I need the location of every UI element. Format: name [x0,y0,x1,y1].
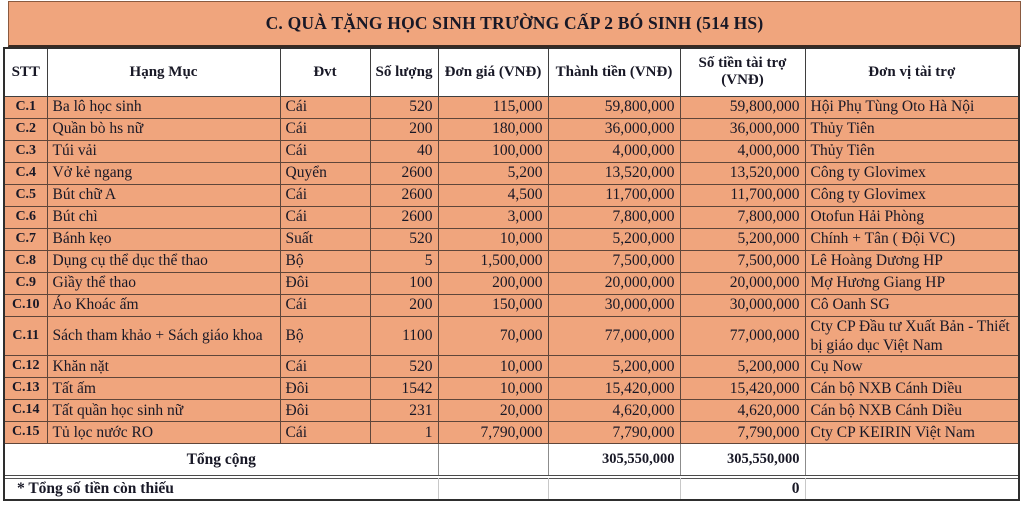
unit-price-cell: 150,000 [438,294,548,316]
unit-cell: Cái [280,96,370,118]
table-header [4,48,1019,96]
quantity-cell: 520 [370,228,438,250]
amount-cell: 59,800,000 [548,96,680,118]
col-header-unit-price: Đơn giá (VNĐ) [438,48,548,96]
shortfall-empty-sponsor [805,479,1019,500]
unit-cell: Bộ [280,316,370,356]
sponsor-cell: Cụ Now [805,356,1019,378]
total-row [4,444,1019,476]
unit-cell: Đôi [280,272,370,294]
sponsor-amount-cell: 30,000,000 [680,294,805,316]
sponsor-cell: Chính + Tân ( Đội VC) [805,228,1019,250]
sponsor-cell: Cty CP Đầu tư Xuất Bản - Thiết bị giáo dục Việt Nam [805,316,1019,356]
unit-price-cell: 115,000 [438,96,548,118]
item-cell: Quần bò hs nữ [47,118,280,140]
quantity-cell: 100 [370,272,438,294]
unit-cell: Cái [280,422,370,444]
table-row [4,422,1019,444]
quantity-cell: 1100 [370,316,438,356]
total-empty-unit-price [438,444,548,476]
table-row [4,250,1019,272]
stt-cell: C.3 [4,140,47,162]
quantity-cell: 2600 [370,206,438,228]
table-row [4,400,1019,422]
item-cell: Bút chì [47,206,280,228]
table-body [4,96,1019,444]
amount-cell: 36,000,000 [548,118,680,140]
col-header-sponsor-amount: Số tiền tài trợ (VNĐ) [680,48,805,96]
col-header-quantity: Số lượng [370,48,438,96]
sponsor-amount-cell: 4,620,000 [680,400,805,422]
quantity-cell: 520 [370,96,438,118]
shortfall-row [4,479,1019,500]
amount-cell: 7,790,000 [548,422,680,444]
sponsor-cell: Otofun Hải Phòng [805,206,1019,228]
unit-cell: Cái [280,140,370,162]
unit-cell: Cái [280,118,370,140]
unit-price-cell: 10,000 [438,356,548,378]
stt-cell: C.11 [4,316,47,356]
sponsor-cell: Lê Hoàng Dương HP [805,250,1019,272]
total-sponsor-amount: 305,550,000 [680,444,805,476]
unit-price-cell: 3,000 [438,206,548,228]
table-row [4,228,1019,250]
table-title-bar [8,1,1021,47]
table-row [4,378,1019,400]
sponsor-amount-cell: 4,000,000 [680,140,805,162]
sponsor-cell: Thủy Tiên [805,118,1019,140]
col-header-sponsor: Đơn vị tài trợ [805,48,1019,96]
sponsor-amount-cell: 13,520,000 [680,162,805,184]
sponsor-amount-cell: 7,800,000 [680,206,805,228]
sponsor-amount-cell: 15,420,000 [680,378,805,400]
unit-price-cell: 100,000 [438,140,548,162]
sponsor-cell: Cô Oanh SG [805,294,1019,316]
item-cell: Tất ấm [47,378,280,400]
sponsor-amount-cell: 59,800,000 [680,96,805,118]
sponsor-cell: Hội Phụ Tùng Oto Hà Nội [805,96,1019,118]
total-label: Tổng cộng [4,444,438,476]
header-row [4,48,1019,96]
spreadsheet-region [3,1,1021,501]
quantity-cell: 231 [370,400,438,422]
unit-price-cell: 180,000 [438,118,548,140]
amount-cell: 5,200,000 [548,228,680,250]
stt-cell: C.2 [4,118,47,140]
quantity-cell: 200 [370,118,438,140]
shortfall-empty-unit-price [438,479,548,500]
table-row [4,118,1019,140]
unit-price-cell: 20,000 [438,400,548,422]
col-header-amount: Thành tiền (VNĐ) [548,48,680,96]
item-cell: Bánh kẹo [47,228,280,250]
amount-cell: 15,420,000 [548,378,680,400]
unit-price-cell: 1,500,000 [438,250,548,272]
stt-cell: C.14 [4,400,47,422]
stt-cell: C.8 [4,250,47,272]
amount-cell: 20,000,000 [548,272,680,294]
amount-cell: 11,700,000 [548,184,680,206]
unit-cell: Đôi [280,400,370,422]
item-cell: Túi vải [47,140,280,162]
unit-price-cell: 10,000 [438,228,548,250]
item-cell: Sách tham khảo + Sách giáo khoa [47,316,280,356]
unit-cell: Đôi [280,378,370,400]
item-cell: Dụng cụ thể dục thể thao [47,250,280,272]
table-row [4,184,1019,206]
shortfall-empty-amount [548,479,680,500]
table-row [4,140,1019,162]
total-empty-sponsor [805,444,1019,476]
unit-price-cell: 200,000 [438,272,548,294]
unit-cell: Bộ [280,250,370,272]
quantity-cell: 200 [370,294,438,316]
col-header-item: Hạng Mục [47,48,280,96]
item-cell: Ba lô học sinh [47,96,280,118]
amount-cell: 7,500,000 [548,250,680,272]
quantity-cell: 40 [370,140,438,162]
unit-price-cell: 7,790,000 [438,422,548,444]
table-row [4,316,1019,356]
unit-price-cell: 4,500 [438,184,548,206]
table-row [4,206,1019,228]
quantity-cell: 2600 [370,184,438,206]
item-cell: Tủ lọc nước RO [47,422,280,444]
sponsor-amount-cell: 77,000,000 [680,316,805,356]
unit-cell: Cái [280,206,370,228]
quantity-cell: 5 [370,250,438,272]
table-row [4,162,1019,184]
stt-cell: C.9 [4,272,47,294]
item-cell: Giầy thể thao [47,272,280,294]
sponsor-cell: Công ty Glovimex [805,184,1019,206]
sponsor-amount-cell: 7,500,000 [680,250,805,272]
item-cell: Tất quần học sinh nữ [47,400,280,422]
sponsor-cell: Mợ Hương Giang HP [805,272,1019,294]
amount-cell: 13,520,000 [548,162,680,184]
sponsor-amount-cell: 7,790,000 [680,422,805,444]
stt-cell: C.6 [4,206,47,228]
table-title: C. QUÀ TẶNG HỌC SINH TRƯỜNG CẤP 2 BÓ SINH (514 HS) [265,13,764,33]
unit-price-cell: 70,000 [438,316,548,356]
quantity-cell: 1 [370,422,438,444]
item-cell: Áo Khoác ấm [47,294,280,316]
table-row [4,356,1019,378]
shortfall-label: * Tổng số tiền còn thiếu [4,479,438,500]
stt-cell: C.10 [4,294,47,316]
amount-cell: 5,200,000 [548,356,680,378]
unit-cell: Suất [280,228,370,250]
total-amount: 305,550,000 [548,444,680,476]
unit-price-cell: 5,200 [438,162,548,184]
table-row [4,294,1019,316]
stt-cell: C.1 [4,96,47,118]
unit-cell: Cái [280,356,370,378]
quantity-cell: 2600 [370,162,438,184]
sponsor-amount-cell: 20,000,000 [680,272,805,294]
sponsor-cell: Cty CP KEIRIN Việt Nam [805,422,1019,444]
amount-cell: 30,000,000 [548,294,680,316]
sponsor-cell: Cán bộ NXB Cánh Diều [805,400,1019,422]
table-row [4,96,1019,118]
amount-cell: 77,000,000 [548,316,680,356]
unit-price-cell: 10,000 [438,378,548,400]
sponsor-amount-cell: 5,200,000 [680,228,805,250]
sponsor-amount-cell: 11,700,000 [680,184,805,206]
quantity-cell: 520 [370,356,438,378]
gift-table [3,47,1020,501]
amount-cell: 7,800,000 [548,206,680,228]
stt-cell: C.7 [4,228,47,250]
item-cell: Vở kẻ ngang [47,162,280,184]
sponsor-cell: Thủy Tiên [805,140,1019,162]
shortfall-value: 0 [680,479,805,500]
col-header-unit: Đvt [280,48,370,96]
stt-cell: C.4 [4,162,47,184]
stt-cell: C.12 [4,356,47,378]
item-cell: Khăn nặt [47,356,280,378]
sponsor-cell: Công ty Glovimex [805,162,1019,184]
quantity-cell: 1542 [370,378,438,400]
unit-cell: Cái [280,184,370,206]
stt-cell: C.15 [4,422,47,444]
unit-cell: Quyển [280,162,370,184]
sponsor-cell: Cán bộ NXB Cánh Diều [805,378,1019,400]
item-cell: Bút chữ A [47,184,280,206]
amount-cell: 4,000,000 [548,140,680,162]
sponsor-amount-cell: 36,000,000 [680,118,805,140]
table-row [4,272,1019,294]
table-footer [4,444,1019,500]
unit-cell: Cái [280,294,370,316]
amount-cell: 4,620,000 [548,400,680,422]
stt-cell: C.5 [4,184,47,206]
stt-cell: C.13 [4,378,47,400]
sponsor-amount-cell: 5,200,000 [680,356,805,378]
col-header-stt: STT [4,48,47,96]
